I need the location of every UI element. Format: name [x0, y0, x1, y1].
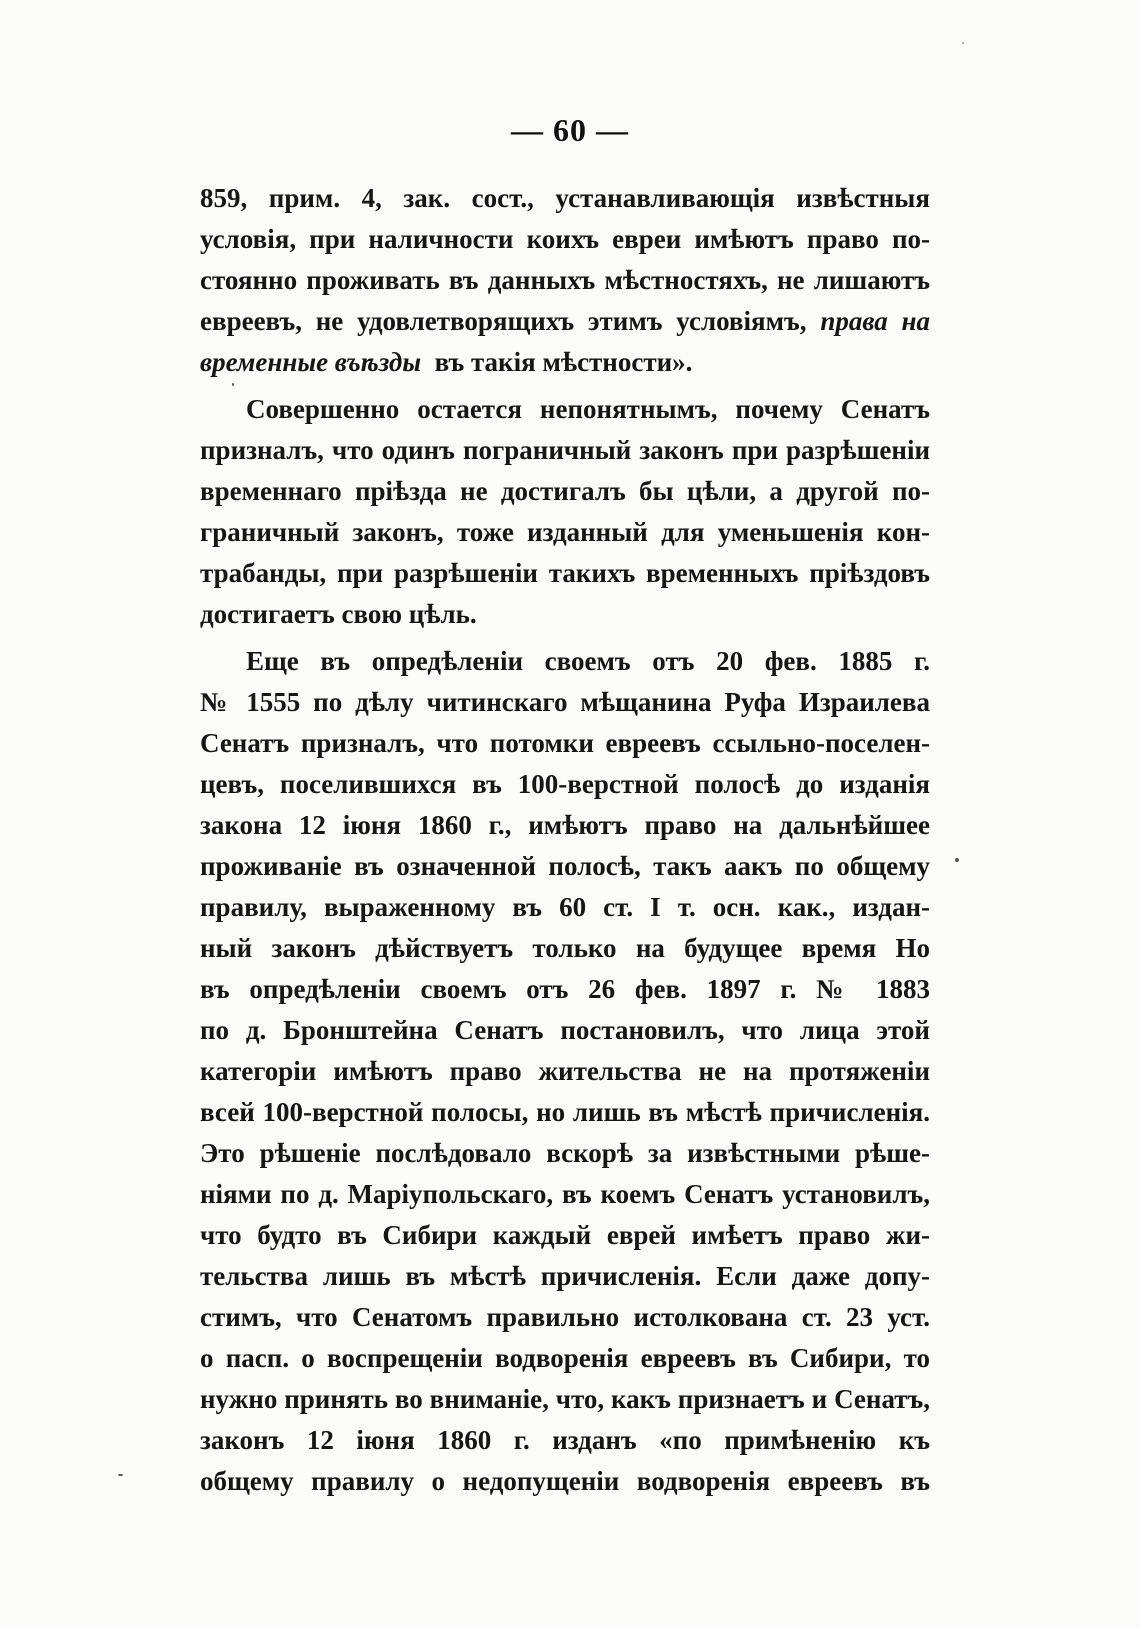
text-line: закона 12 іюня 1860 г., имѣютъ право на дальнѣйшее — [200, 810, 930, 840]
text-line: ный законъ дѣйствуетъ только на будущее время Но — [200, 933, 930, 963]
text-line: что будто въ Сибири каждый еврей имѣетъ право жи- — [200, 1220, 930, 1250]
text-line: всей 100-верстной полосы, но лишь въ мѣстѣ причисленія. — [200, 1097, 930, 1127]
text-line: Совершенно остается непонятнымъ, почему Сенатъ — [246, 394, 930, 424]
scan-speck — [232, 383, 234, 386]
text-line: граничный законъ, тоже изданный для уменьшенія кон- — [200, 517, 930, 547]
text-line: 859, прим. 4, зак. сост., устанавливающія извѣстныя — [200, 183, 930, 213]
text-line: цевъ, поселившихся въ 100-верстной полосѣ до изданія — [200, 769, 930, 799]
text-line: Это рѣшеніе послѣдовало вскорѣ за извѣстными рѣше- — [200, 1138, 930, 1168]
text-line: стоянно проживать въ данныхъ мѣстностяхъ, не лишаютъ — [200, 265, 930, 295]
text-line: Еще въ опредѣленіи своемъ отъ 20 фев. 1885 г. — [246, 646, 930, 676]
text-line: призналъ, что одинъ пограничный законъ при разрѣшеніи — [200, 435, 930, 465]
text-line: трабанды, при разрѣшеніи такихъ временныхъ пріѣздовъ — [200, 558, 930, 588]
scan-speck — [962, 42, 964, 44]
text-line: достигаетъ свою цѣль. — [200, 599, 477, 629]
text-line: по д. Бронштейна Сенатъ постановилъ, что лица этой — [200, 1015, 930, 1045]
text-line: № 1555 по дѣлу читинскаго мѣщанина Руфа Израилева — [200, 687, 930, 717]
text-line: общему правилу о недопущеніи водворенія евреевъ въ — [200, 1466, 930, 1496]
text-line: правилу, выраженному въ 60 ст. I т. осн. как., издан- — [200, 892, 930, 922]
italic-text: временные въѣзды — [200, 347, 422, 377]
text-line: проживаніе въ означенной полосѣ, такъ аакъ по общему — [200, 851, 930, 881]
scan-speck — [118, 1474, 123, 1476]
text-line: о пасп. о воспрещеніи водворенія евреевъ въ Сибири, то — [200, 1343, 930, 1373]
text-line: въ опредѣленіи своемъ отъ 26 фев. 1897 г. № 1883 — [200, 974, 930, 1004]
text-line: условія, при наличности коихъ евреи имѣютъ право по- — [200, 224, 930, 254]
italic-text: права на — [820, 306, 930, 336]
text-line: законъ 12 іюня 1860 г. изданъ «по примѣненію къ — [200, 1425, 930, 1455]
text-line: категоріи имѣютъ право жительства не на протяженіи — [200, 1056, 930, 1086]
body-text — [200, 178, 930, 1502]
text-line: нужно принять во вниманіе, что, какъ признаетъ и Сенатъ, — [200, 1384, 930, 1414]
text-line: временнаго пріѣзда не достигалъ бы цѣли, а другой по- — [200, 476, 930, 506]
text-line: ніями по д. Маріупольскаго, въ коемъ Сенатъ установилъ, — [200, 1179, 930, 1209]
text-line: стимъ, что Сенатомъ правильно истолкована ст. 23 уст. — [200, 1302, 930, 1332]
text-line: тельства лишь въ мѣстѣ причисленія. Если даже допу- — [200, 1261, 930, 1291]
page-number: — 60 — — [511, 112, 629, 148]
scan-speck — [955, 858, 959, 862]
text-line: Сенатъ призналъ, что потомки евреевъ ссыльно-поселен- — [200, 728, 930, 758]
text-line: временные въѣзды въ такія мѣстности». — [200, 347, 693, 377]
text-line: евреевъ, не удовлетворящихъ этимъ условіямъ, права на — [200, 306, 930, 336]
